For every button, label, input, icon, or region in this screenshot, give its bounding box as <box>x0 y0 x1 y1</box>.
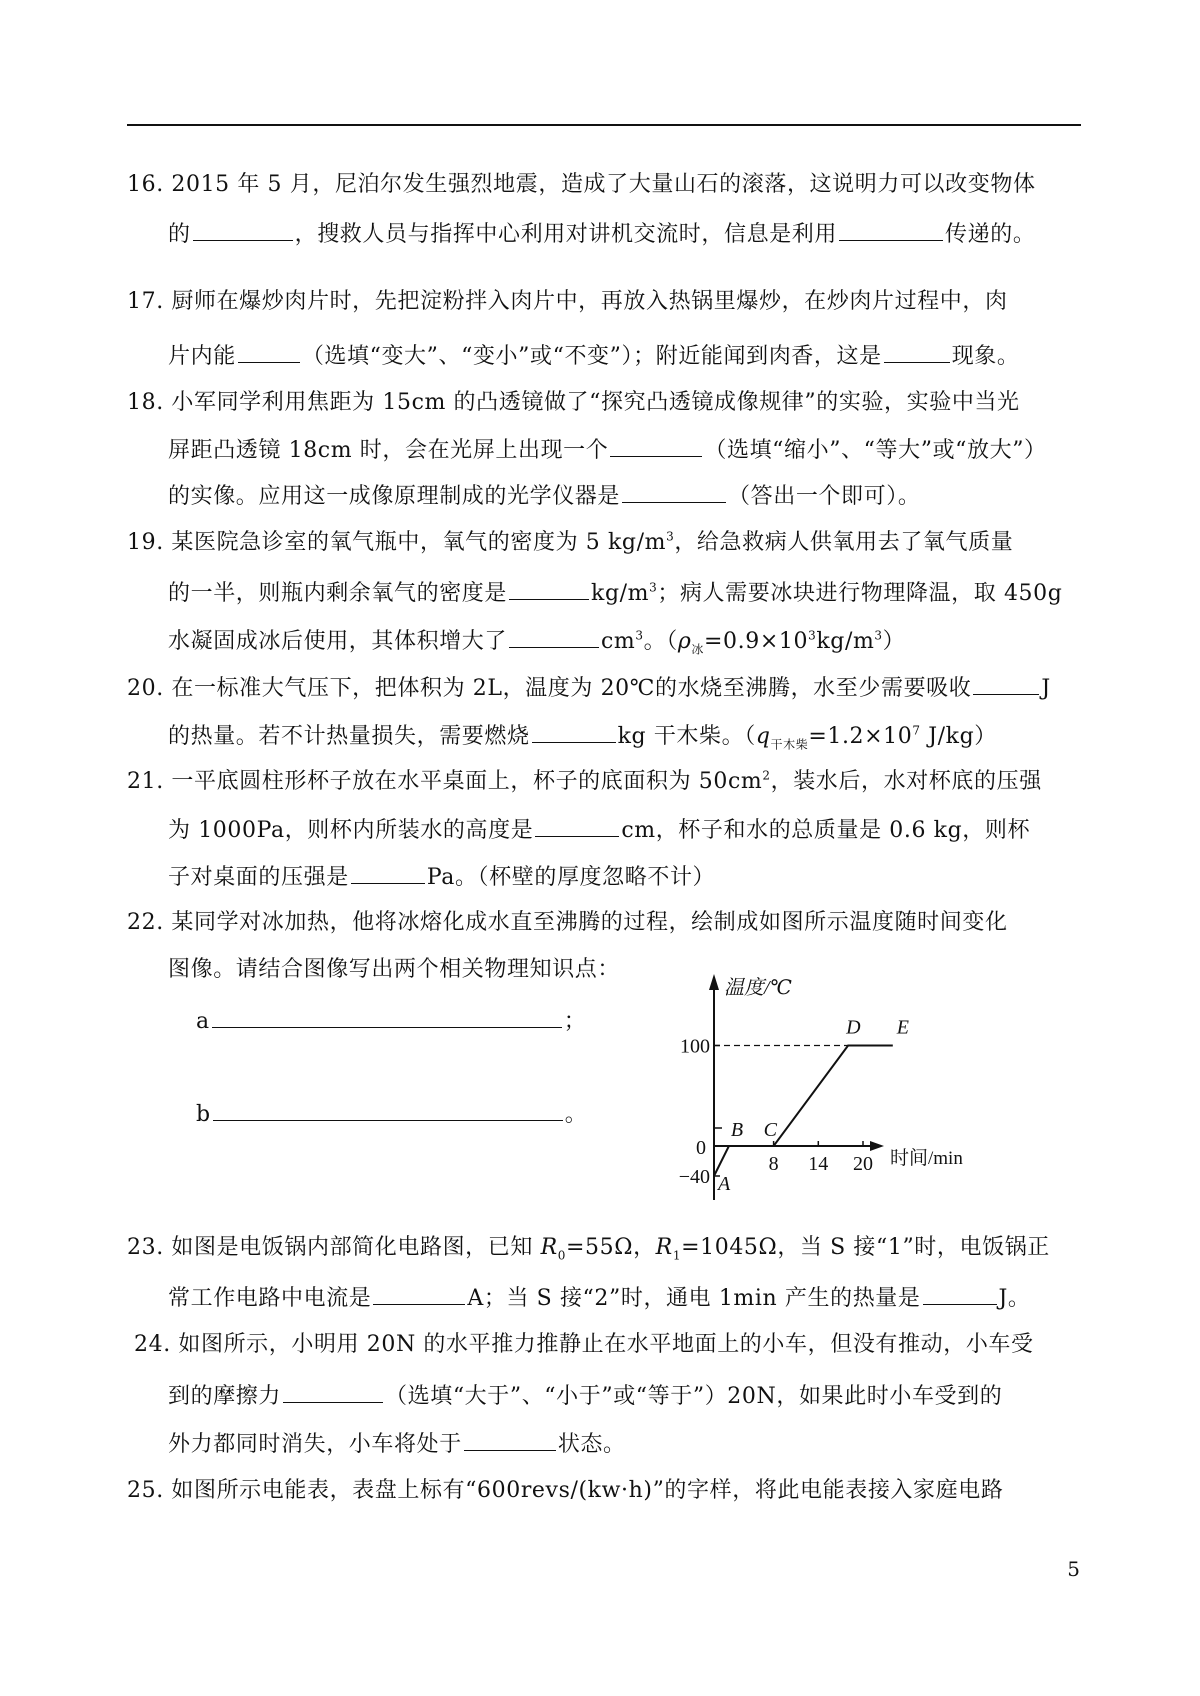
q19-line-2: 的一半，则瓶内剩余氧气的密度是 $kg/m^3$；病人需要冰块进行物理降温，取 450g <box>168 577 1062 609</box>
x-tick-label: 8 <box>768 1153 779 1175</box>
answer-blank[interactable] <box>283 1380 383 1403</box>
x-tick-label: 14 <box>808 1153 829 1175</box>
q19-line-3: 水凝固成冰后使用，其体积增大了 $cm^3$。$(\rho_冰=0.9\times 10^3kg/m^3)$ <box>168 625 905 657</box>
q22-answer-b: b 。 <box>196 1098 587 1130</box>
answer-blank[interactable] <box>532 720 616 743</box>
answer-blank[interactable] <box>351 861 425 884</box>
q20-line-1: 20. 在一标准大气压下，把体积为 2L，温度为 20℃的水烧至沸腾，水至少需要吸收 J <box>127 672 1051 704</box>
y-tick-label: 100 <box>680 1035 710 1058</box>
x-axis-label: 时间/min <box>890 1148 963 1169</box>
point-label-b: B <box>730 1119 744 1141</box>
point-label-c: C <box>763 1119 777 1141</box>
answer-blank[interactable] <box>839 218 943 241</box>
y-axis-arrow <box>709 974 719 990</box>
answer-blank[interactable] <box>212 1005 562 1028</box>
answer-blank[interactable] <box>973 672 1039 695</box>
answer-blank[interactable] <box>509 577 589 600</box>
answer-blank[interactable] <box>213 1098 563 1121</box>
y-tick-label: −40 <box>678 1166 710 1188</box>
point-label-e: E <box>896 1016 910 1039</box>
q21-line-2: 为 1000Pa，则杯内所装水的高度是 cm，杯子和水的总质量是 0.6 kg，则杯 <box>168 814 1030 846</box>
q21-line-3: 子对桌面的压强是 Pa。（杯壁的厚度忽略不计） <box>168 861 715 893</box>
x-tick-label: 20 <box>853 1153 873 1175</box>
answer-blank[interactable] <box>923 1282 997 1305</box>
q22-line-2: 图像。请结合图像写出两个相关物理知识点： <box>168 957 621 982</box>
q16-line-2: 的 ，搜救人员与指挥中心利用对讲机交流时，信息是利用 传递的。 <box>168 218 1035 250</box>
q24-line-3: 外力都同时消失，小车将处于 状态。 <box>168 1428 626 1460</box>
q18-line-1: 18. 小军同学利用焦距为 15cm 的凸透镜做了“探究凸透镜成像规律”的实验，实验中当光 <box>127 390 1020 415</box>
answer-blank[interactable] <box>622 480 726 503</box>
temperature-time-graph <box>678 968 1034 1208</box>
answer-blank[interactable] <box>193 218 293 241</box>
q18-line-2: 屏距凸透镜 18cm 时，会在光屏上出现一个 （选填“缩小”、“等大”或“放大”） <box>168 434 1047 466</box>
answer-blank[interactable] <box>238 340 300 363</box>
answer-blank[interactable] <box>464 1428 556 1451</box>
page-number: 5 <box>1067 1557 1080 1581</box>
q23-line-1: 23. 如图是电饭锅内部简化电路图，已知 $R_0=55\Omega$，$R_1=1045\Omega$，当 S 接“1”时，电饭锅正 <box>127 1235 1050 1263</box>
q21-line-1: 21. 一平底圆柱形杯子放在水平桌面上，杯子的底面积为 $50cm^2$，装水后，水对杯底的压强 <box>127 768 1042 794</box>
q17-line-1: 17. 厨师在爆炒肉片时，先把淀粉拌入肉片中，再放入热锅里爆炒，在炒肉片过程中，肉 <box>127 289 1008 314</box>
graph-axes <box>679 974 964 1200</box>
answer-blank[interactable] <box>884 340 950 363</box>
q16-line-1: 16. 2015 年 5 月，尼泊尔发生强烈地震，造成了大量山石的滚落，这说明力可以改变物体 <box>127 172 1036 197</box>
q22-line-1: 22. 某同学对冰加热，他将冰熔化成水直至沸腾的过程，绘制成如图所示温度随时间变化 <box>127 910 1008 935</box>
answer-blank[interactable] <box>509 625 599 648</box>
q25-line-1: 25. 如图所示电能表，表盘上标有“600revs/(kw·h)”的字样，将此电能表接入家庭电路 <box>127 1478 1004 1503</box>
answer-blank[interactable] <box>535 814 619 837</box>
origin-label: 0 <box>696 1137 706 1159</box>
q24-line-2: 到的摩擦力 （选填“大于”、“小于”或“等于”）20N，如果此时小车受到的 <box>168 1380 1002 1412</box>
q24-line-1: 24. 如图所示，小明用 20N 的水平推力推静止在水平地面上的小车，但没有推动，小车受 <box>134 1332 1034 1357</box>
x-axis-arrow <box>870 1141 884 1151</box>
q18-line-3: 的实像。应用这一成像原理制成的光学仪器是 （答出一个即可）。 <box>168 480 920 512</box>
point-label-d: D <box>846 1016 861 1039</box>
point-label-a: A <box>718 1173 731 1195</box>
q20-line-2: 的热量。若不计热量损失，需要燃烧 kg 干木柴。（$q_{干木柴}=1.2\times 10^7$ J/kg） <box>168 720 997 752</box>
header-rule <box>127 124 1081 126</box>
y-axis-label: 温度/℃ <box>724 977 792 999</box>
q23-line-2: 常工作电路中电流是 A；当 S 接“2”时，通电 1min 产生的热量是 J。 <box>168 1282 1031 1314</box>
q22-answer-a: a ； <box>196 1005 586 1037</box>
answer-blank[interactable] <box>373 1282 465 1305</box>
q17-line-2: 片内能 （选填“变大”、“变小”或“不变”）；附近能闻到肉香，这是 现象。 <box>168 340 1020 372</box>
q19-line-1: 19. 某医院急诊室的氧气瓶中，氧气的密度为 5 $kg/m^3$，给急救病人供氧用去了氧气质量 <box>127 529 1014 555</box>
answer-blank[interactable] <box>610 434 702 457</box>
